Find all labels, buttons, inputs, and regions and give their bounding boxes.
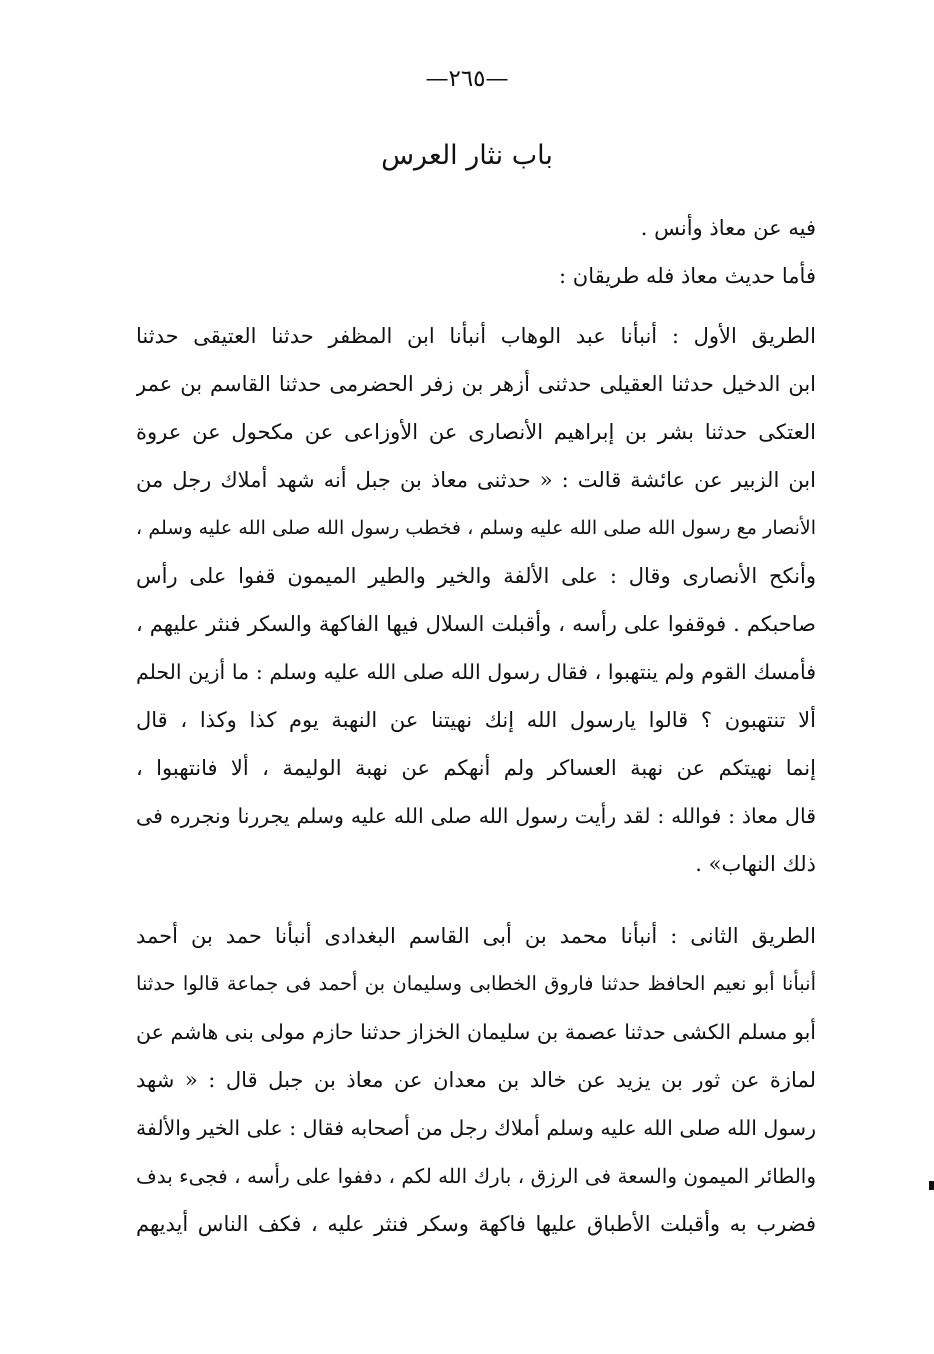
text-line: الطريق الأول : أنبأنا عبد الوهاب أنبأنا ابن المظفر حدثنا العتيقى حدثنا [136, 324, 816, 348]
intro-block [136, 204, 816, 300]
chapter-title: باب نثار العرس [381, 140, 553, 171]
text-line: أبو مسلم الكشى حدثنا عصمة بن سليمان الخزاز حدثنا حازم مولى بنى هاشم عن [136, 1020, 816, 1044]
text-line: صاحبكم . فوقفوا على رأسه ، وأقبلت السلال فيها الفاكهة والسكر فنثر عليهم ، [136, 612, 816, 636]
text-line: أنبأنا أبو نعيم الحافظ حدثنا فاروق الخطابى وسليمان بن أحمد فى جماعة قالوا حدثنا [136, 972, 816, 995]
text-line: ابن الدخيل حدثنا العقيلى حدثنى أزهر بن زفر الحضرمى حدثنا القاسم بن عمر [136, 372, 816, 396]
first-route-paragraph [136, 312, 816, 888]
text-line: فأمسك القوم ولم ينتهبوا ، فقال رسول الله صلى الله عليه وسلم : ما أزين الحلم [136, 660, 816, 684]
text-line: رسول الله صلى الله عليه وسلم أملاك رجل من أصحابه فقال : على الخير والألفة [136, 1116, 816, 1140]
text-line: والطائر الميمون والسعة فى الرزق ، بارك الله لكم ، دففوا على رأسه ، فجىء بدف [136, 1164, 816, 1188]
text-line: لمازة عن ثور بن يزيد عن خالد بن معدان عن معاذ بن جبل قال : « شهد [136, 1068, 816, 1092]
margin-mark [929, 1181, 934, 1190]
text-line: الطريق الثانى : أنبأنا محمد بن أبى القاسم البغدادى أنبأنا حمد بن أحمد [136, 924, 816, 948]
text-line: العتكى حدثنا بشر بن إبراهيم الأنصارى عن الأوزاعى عن مكحول عن عروة [136, 420, 816, 444]
page-number: —٢٦٥— [425, 66, 509, 92]
text-line: الأنصار مع رسول الله صلى الله عليه وسلم ، فخطب رسول الله صلى الله عليه وسلم ، [136, 517, 816, 539]
intro-line: فأما حديث معاذ فله طريقان : [559, 264, 816, 288]
second-route-paragraph [136, 912, 816, 1248]
text-line: إنما نهيتكم عن نهبة العساكر ولم أنهكم عن نهبة الوليمة ، ألا فانتهبوا ، [136, 756, 816, 780]
text-line: ذلك النهاب» . [695, 852, 816, 876]
text-line: ابن الزبير عن عائشة قالت : « حدثنى معاذ بن جبل أنه شهد أملاك رجل من [136, 468, 816, 492]
text-line: قال معاذ : فوالله : لقد رأيت رسول الله صلى الله عليه وسلم يجررنا ونجرره فى [136, 804, 816, 828]
text-line: ألا تنتهبون ؟ قالوا يارسول الله إنك نهيتنا عن النهبة يوم كذا وكذا ، قال [136, 708, 816, 732]
intro-line: فيه عن معاذ وأنس . [640, 216, 816, 240]
text-line: فضرب به وأقبلت الأطباق عليها فاكهة وسكر فنثر عليه ، فكف الناس أيديهم [136, 1212, 816, 1236]
text-line: وأنكح الأنصارى وقال : على الألفة والخير والطير الميمون قفوا على رأس [136, 564, 816, 588]
